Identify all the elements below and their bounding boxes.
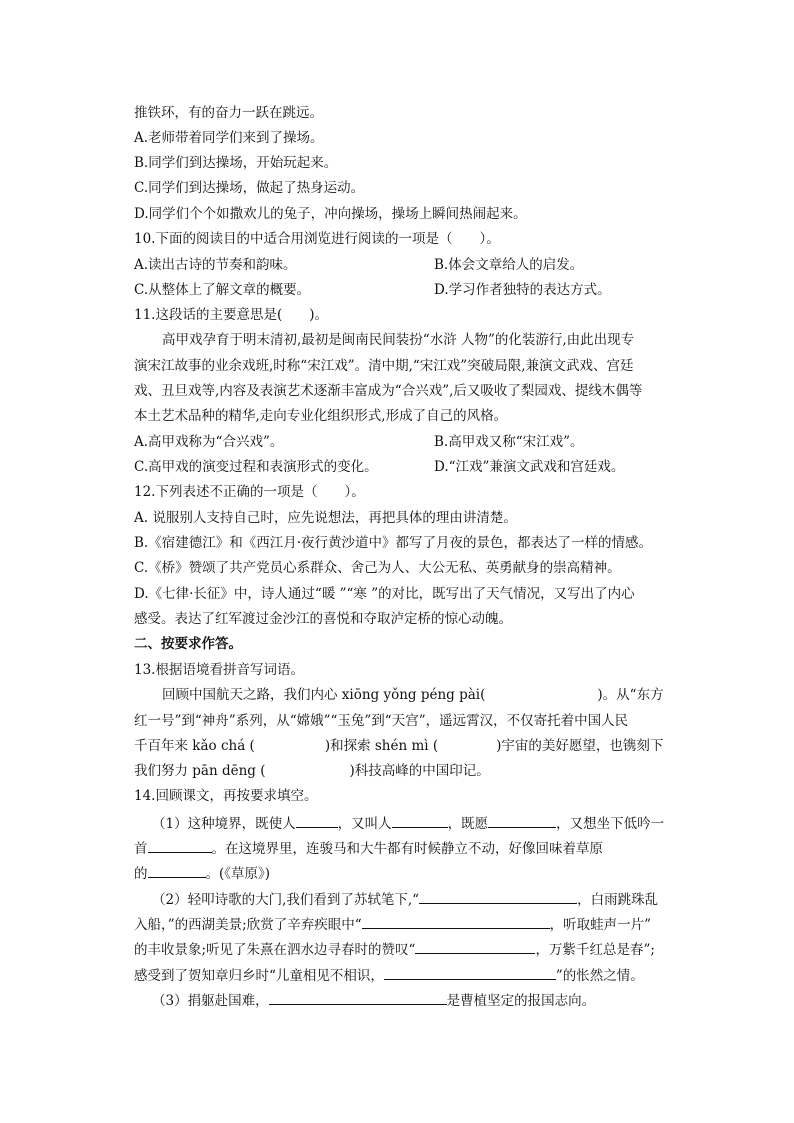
- q11-passage-line-1: 高甲戏孕育于明末清初,最初是闽南民间装扮“水浒 人物”的化装游行,由此出现专: [162, 332, 635, 348]
- q13-line-4: [134, 761, 490, 781]
- q14-text: 。在这境界里，连骏马和大牛都有时候静立不动，好像回味着草原: [211, 841, 603, 857]
- q10-option-a: A.读出古诗的节奏和韵味。: [134, 257, 297, 273]
- q9-option-b: B.同学们到达操场，开始玩起来。: [134, 155, 338, 171]
- q14-text: ，听取蛙声一片”: [549, 917, 652, 933]
- q13-stem: 13.根据语境看拼音写词语。: [134, 662, 304, 678]
- q14-1-line-2: [134, 837, 603, 857]
- q10-option-b: B.体会文章给人的启发。: [434, 257, 584, 273]
- q12-option-c: C.《桥》赞颂了共产党员心系群众、舍己为人、大公无私、英勇献身的崇高精神。: [134, 560, 621, 576]
- answer-blank[interactable]: [269, 989, 447, 1005]
- q14-text: ，既愿: [447, 816, 489, 832]
- answer-blank[interactable]: [384, 964, 556, 980]
- answer-blank[interactable]: [419, 888, 577, 904]
- q11-passage-line-2: 演宋江故事的业余戏班,时称“宋江戏”。清中期,“宋江戏”突破局限,兼演文武戏、宫廷: [134, 358, 634, 374]
- q14-3-line-1: [152, 989, 595, 1009]
- q13-text: 回顾中国航天之路，我们内心 xiōng yǒng péng pài(: [162, 687, 486, 703]
- q14-1-line-1: [152, 812, 664, 832]
- answer-blank[interactable]: [415, 938, 535, 954]
- q13-text: )和探索 shén mì (: [324, 738, 439, 754]
- q13-line-3: [134, 736, 663, 756]
- q10-stem: 10.下面的阅读目的中适合用浏览进行阅读的一项是（ ）。: [134, 231, 500, 247]
- q11-option-b: B.高甲戏又称“宋江戏”。: [434, 434, 584, 450]
- answer-blank[interactable]: [148, 862, 206, 878]
- q14-2-line-1: [152, 888, 658, 908]
- q11-stem: 11.这段话的主要意思是( )。: [134, 307, 329, 323]
- q14-2-line-2: [134, 913, 651, 933]
- answer-blank[interactable]: [362, 913, 550, 929]
- q11-passage-line-3: 戏、丑旦戏等,内容及表演艺术逐渐丰富成为“合兴戏”,后又吸收了梨园戏、提线木偶等: [134, 383, 643, 399]
- q14-2-line-4: [134, 964, 644, 984]
- q11-option-a: A.高甲戏称为“合兴戏”。: [134, 434, 284, 450]
- q14-text: 。(《草原》): [205, 866, 271, 882]
- q9-option-d: D.同学们个个如撒欢儿的兔子，冲向操场，操场上瞬间热闹起来。: [134, 206, 527, 222]
- q13-text: )宇宙的美好愿望，也镌刻下: [496, 738, 664, 754]
- q14-text: 入船，”的西湖美景;欣赏了辛弃疾眼中“: [134, 917, 362, 933]
- q14-text: 的丰收景象;听见了朱熹在泗水边寻春时的赞叹“: [134, 942, 416, 958]
- q14-text: ”的怅然之情。: [555, 968, 644, 984]
- q13-text: )。从“东方: [597, 687, 664, 703]
- q14-text: （2）轻叩诗歌的大门,我们看到了苏轼笔下,“: [152, 892, 420, 908]
- q14-text: 感受到了贺知章归乡时“儿童相见不相识，: [134, 968, 384, 984]
- q14-text: 首: [134, 841, 148, 857]
- q14-text: ，白雨跳珠乱: [577, 892, 659, 908]
- q13-text: )科技高峰的中国印记。: [349, 763, 490, 779]
- q14-stem: 14.回顾课文，再按要求填空。: [134, 788, 318, 804]
- answer-blank[interactable]: [392, 812, 448, 828]
- q12-option-a: A. 说服别人支持自己时，应先说想法，再把具体的理由讲清楚。: [134, 510, 517, 526]
- q14-text: 的: [134, 866, 148, 882]
- q9-continuation: 推铁环，有的奋力一跃在跳远。: [134, 105, 323, 121]
- q9-option-c: C.同学们到达操场，做起了热身运动。: [134, 180, 365, 196]
- answer-blank[interactable]: [148, 837, 212, 853]
- q13-text: 千百年来 kǎo chá (: [134, 738, 255, 754]
- q14-1-line-3: [134, 862, 270, 882]
- q9-option-a: A.老师带着同学们来到了操场。: [134, 130, 324, 146]
- answer-blank[interactable]: [488, 812, 556, 828]
- section-title: 二、按要求作答。: [134, 636, 242, 652]
- q13-line-2: 红一号”到“神舟”系列，从“嫦娥”“玉兔”到“天宫”，遥远霄汉，不仅寄托着中国人民: [134, 713, 629, 729]
- q12-stem: 12.下列表述不正确的一项是（ ）。: [134, 484, 365, 500]
- q12-option-d-line-1: D.《七律·长征》中，诗人通过“暖 ”“寒 ”的对比，既写出了天气情况，又写出了内心: [134, 586, 635, 602]
- q12-option-d-line-2: 感受。表达了红军渡过金沙江的喜悦和夺取泸定桥的惊心动魄。: [134, 611, 512, 627]
- q14-text: ，又想坐下低吟一: [556, 816, 665, 832]
- q13-text: 我们努力 pān dēng (: [134, 763, 266, 779]
- q10-option-c: C.从整体上了解文章的概要。: [134, 282, 311, 298]
- q14-text: （1）这种境界，既使人: [152, 816, 296, 832]
- q12-option-b: B.《宿建德江》和《西江月·夜行黄沙道中》都写了月夜的景色，都表达了一样的情感。: [134, 535, 653, 551]
- answer-blank[interactable]: [296, 812, 338, 828]
- q13-line-1: [162, 685, 664, 705]
- q14-text: ，又叫人: [337, 816, 392, 832]
- q14-text: ，万紫千红总是春”;: [535, 942, 655, 958]
- q11-option-c: C.高甲戏的演变过程和表演形式的变化。: [134, 459, 378, 475]
- q14-text: （3）捐躯赴国难，: [152, 993, 269, 1009]
- q14-2-line-3: [134, 938, 655, 958]
- q10-option-d: D.学习作者独特的表达方式。: [434, 282, 611, 298]
- q14-text: 是曹植坚定的报国志向。: [446, 993, 596, 1009]
- q11-passage-line-4: 本土艺术品种的精华,走向专业化组织形式,形成了自己的风格。: [134, 408, 508, 424]
- q11-option-d: D.“江戏”兼演文武戏和宫廷戏。: [434, 459, 625, 475]
